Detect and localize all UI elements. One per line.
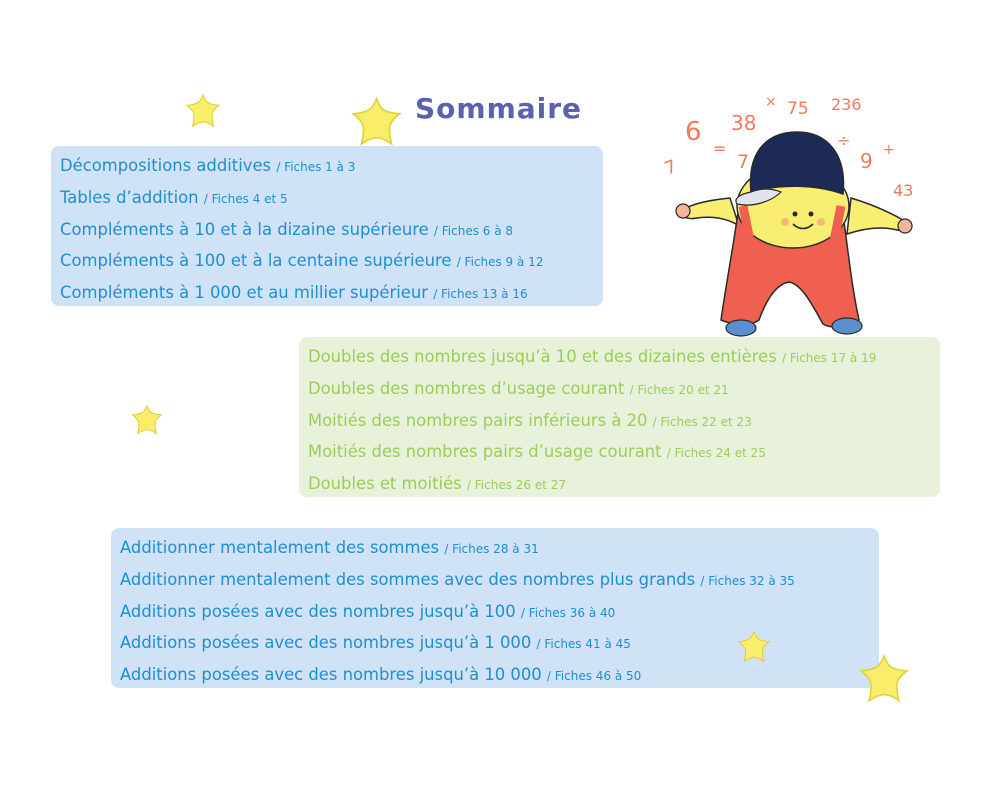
item-label: Moitiés des nombres pairs inférieurs à 20 — [308, 410, 648, 430]
star-icon — [349, 96, 404, 148]
item-label: Doubles et moitiés — [308, 474, 462, 494]
item-label: Additionner mentalement des sommes avec des nombres plus grands — [120, 569, 696, 589]
item-fiches: / Fiches 20 et 21 — [629, 382, 729, 397]
star-mascot-illustration — [655, 88, 920, 346]
item-label: Additions posées avec des nombres jusqu’à 100 — [120, 601, 516, 621]
item-label: Moitiés des nombres pairs d’usage courant — [308, 442, 662, 462]
list-item[interactable] — [120, 596, 879, 628]
illustration-number: 43 — [893, 181, 914, 200]
list-item[interactable] — [308, 373, 940, 405]
item-label: Additions posées avec des nombres jusqu’à 10 000 — [120, 665, 542, 685]
item-fiches: / Fiches 9 à 12 — [456, 255, 544, 270]
section-box-additions — [111, 528, 879, 688]
item-fiches: / Fiches 22 et 23 — [652, 414, 752, 429]
item-fiches: / Fiches 28 à 31 — [444, 542, 539, 556]
illustration-number: 6 — [685, 117, 702, 147]
item-label: Doubles des nombres d’usage courant — [308, 378, 625, 398]
item-fiches: / Fiches 26 et 27 — [466, 478, 567, 493]
list-item[interactable] — [308, 468, 940, 500]
illustration-number: 9 — [860, 149, 873, 173]
item-fiches: / Fiches 24 et 25 — [666, 446, 766, 461]
item-fiches: / Fiches 36 à 40 — [520, 605, 616, 620]
star-icon — [130, 403, 164, 437]
illustration-number: ÷ — [837, 131, 851, 150]
list-item[interactable] — [120, 532, 879, 564]
list-item[interactable] — [308, 341, 940, 373]
list-item[interactable] — [60, 245, 603, 277]
list-item[interactable] — [120, 564, 879, 596]
illustration-number: 236 — [831, 95, 862, 114]
list-item[interactable] — [60, 182, 603, 214]
list-item[interactable] — [308, 405, 940, 437]
item-fiches: / Fiches 6 à 8 — [433, 223, 514, 238]
item-fiches: / Fiches 17 à 19 — [781, 351, 877, 365]
illustration-number: 7 — [737, 151, 750, 173]
star-icon — [184, 93, 222, 129]
item-label: Tables d’addition — [60, 187, 199, 207]
item-fiches: / Fiches 46 à 50 — [546, 669, 642, 684]
illustration-number: 38 — [731, 111, 757, 135]
section-box-decompositions — [51, 146, 603, 306]
section-box-doubles-moities — [299, 337, 940, 497]
item-fiches: / Fiches 41 à 45 — [536, 637, 631, 652]
item-fiches: / Fiches 32 à 35 — [700, 573, 795, 588]
item-label: Additionner mentalement des sommes — [120, 538, 440, 557]
item-label: Décompositions additives — [60, 156, 272, 175]
illustration-number: 75 — [787, 99, 809, 119]
star-icon — [736, 630, 772, 664]
list-item[interactable] — [60, 150, 603, 182]
illustration-number: 7 — [661, 156, 680, 180]
illustration-number: = — [713, 139, 727, 158]
list-item[interactable] — [60, 277, 603, 309]
star-icon — [857, 653, 911, 705]
illustration-number: + — [883, 142, 895, 158]
page-title: Sommaire — [415, 92, 583, 125]
item-label: Compléments à 100 et à la centaine supérieure — [60, 251, 452, 271]
item-fiches: / Fiches 4 et 5 — [203, 191, 288, 206]
item-fiches: / Fiches 1 à 3 — [276, 160, 356, 174]
item-label: Doubles des nombres jusqu’à 10 et des dizaines entières — [308, 347, 777, 366]
item-label: Additions posées avec des nombres jusqu’à 1 000 — [120, 633, 532, 653]
item-label: Compléments à 1 000 et au millier supérieur — [60, 283, 428, 303]
illustration-number: × — [765, 94, 777, 110]
list-item[interactable] — [308, 436, 940, 468]
item-fiches: / Fiches 13 à 16 — [433, 287, 528, 302]
list-item[interactable] — [60, 214, 603, 246]
item-label: Compléments à 10 et à la dizaine supérieure — [60, 219, 429, 239]
